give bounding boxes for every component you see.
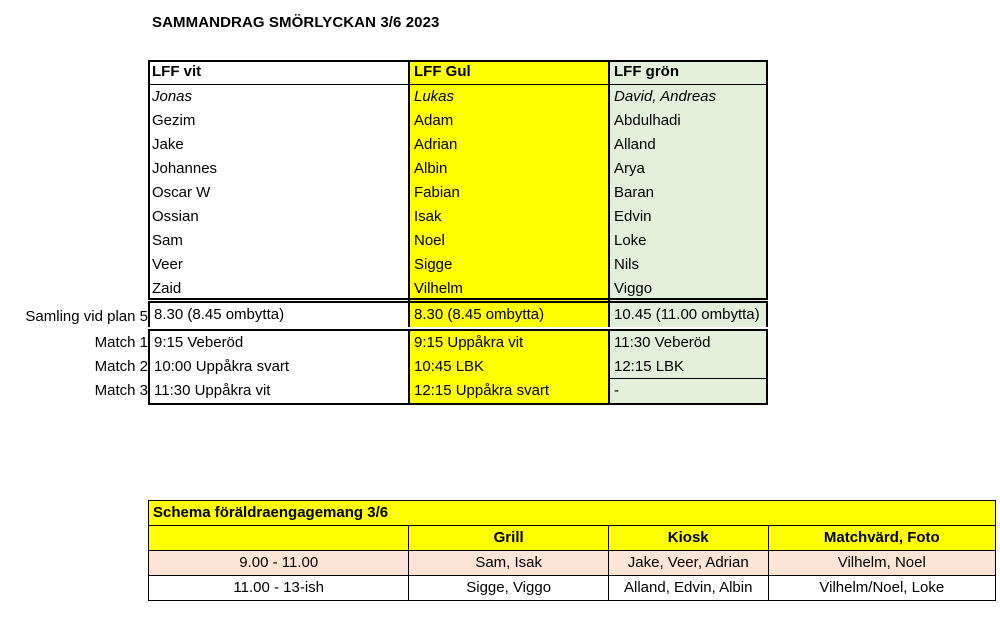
label-samling: Samling vid plan 5 — [25, 308, 148, 325]
label-match-2: Match 2 — [94, 358, 148, 375]
header-lff-vit: LFF vit — [148, 60, 408, 84]
schedule-grill: Sigge, Viggo — [408, 576, 608, 600]
schedule-row — [149, 551, 995, 576]
match3-gron: - — [608, 379, 768, 403]
label-match-3: Match 3 — [94, 382, 148, 399]
player-gron: Abdulhadi — [608, 109, 768, 133]
schedule-header-kiosk: Kiosk — [608, 526, 768, 550]
player-row — [148, 157, 768, 181]
match3-gul: 12:15 Uppåkra svart — [408, 379, 608, 403]
match-row-samling — [148, 301, 768, 329]
player-row — [148, 277, 768, 301]
schedule-grill: Sam, Isak — [408, 551, 608, 575]
player-gron: Loke — [608, 229, 768, 253]
teams-table — [148, 60, 768, 405]
player-vit: Oscar W — [148, 181, 408, 205]
match2-vit: 10:00 Uppåkra svart — [148, 355, 408, 379]
player-gron: Edvin — [608, 205, 768, 229]
player-vit: Johannes — [148, 157, 408, 181]
player-row — [148, 181, 768, 205]
match1-gul: 9:15 Uppåkra vit — [408, 331, 608, 355]
schedule-matchvard: Vilhelm, Noel — [768, 551, 995, 575]
player-gron: Nils — [608, 253, 768, 277]
samling-gul: 8.30 (8.45 ombytta) — [408, 303, 608, 327]
player-gul: Sigge — [408, 253, 608, 277]
coach-gron: David, Andreas — [608, 85, 768, 109]
player-gron: Baran — [608, 181, 768, 205]
match2-gul: 10:45 LBK — [408, 355, 608, 379]
player-gul: Albin — [408, 157, 608, 181]
player-vit: Sam — [148, 229, 408, 253]
player-gron: Arya — [608, 157, 768, 181]
player-row — [148, 205, 768, 229]
player-row — [148, 229, 768, 253]
player-vit: Jake — [148, 133, 408, 157]
player-vit: Zaid — [148, 277, 408, 301]
schedule-time: 9.00 - 11.00 — [239, 554, 319, 571]
match-row-1 — [148, 329, 768, 355]
player-row — [148, 253, 768, 277]
page-title: SAMMANDRAG SMÖRLYCKAN 3/6 2023 — [152, 14, 440, 31]
player-gul: Noel — [408, 229, 608, 253]
player-vit: Gezim — [148, 109, 408, 133]
match-row-3 — [148, 379, 768, 405]
header-lff-gron: LFF grön — [608, 60, 768, 84]
schedule-header-row — [149, 526, 995, 551]
coach-gul: Lukas — [408, 85, 608, 109]
player-row — [148, 109, 768, 133]
schedule-header-matchvard: Matchvärd, Foto — [768, 526, 995, 550]
schedule-title-row — [149, 501, 995, 526]
match1-gron: 11:30 Veberöd — [608, 331, 768, 355]
player-gron: Alland — [608, 133, 768, 157]
label-match-1: Match 1 — [94, 334, 148, 351]
team-header-row — [148, 60, 768, 85]
match3-vit: 11:30 Uppåkra vit — [148, 379, 408, 403]
match1-vit: 9:15 Veberöd — [148, 331, 408, 355]
player-vit: Ossian — [148, 205, 408, 229]
samling-vit: 8.30 (8.45 ombytta) — [148, 303, 408, 327]
schedule-table — [148, 500, 996, 601]
schedule-header-grill: Grill — [408, 526, 608, 550]
player-gul: Vilhelm — [408, 277, 608, 301]
coach-vit: Jonas — [148, 85, 408, 109]
coach-row — [148, 85, 768, 109]
schedule-kiosk: Jake, Veer, Adrian — [608, 551, 768, 575]
samling-gron: 10.45 (11.00 ombytta) — [608, 303, 768, 327]
player-gul: Adam — [408, 109, 608, 133]
player-vit: Veer — [148, 253, 408, 277]
match2-gron: 12:15 LBK — [608, 355, 768, 379]
schedule-header-time — [149, 526, 408, 550]
player-row — [148, 133, 768, 157]
schedule-kiosk: Alland, Edvin, Albin — [608, 576, 768, 600]
player-gul: Adrian — [408, 133, 608, 157]
player-gul: Fabian — [408, 181, 608, 205]
header-lff-gul: LFF Gul — [408, 60, 608, 84]
player-gron: Viggo — [608, 277, 768, 301]
player-gul: Isak — [408, 205, 608, 229]
schedule-title: Schema föräldraengagemang 3/6 — [153, 504, 389, 521]
match-row-2 — [148, 355, 768, 379]
schedule-matchvard: Vilhelm/Noel, Loke — [768, 576, 995, 600]
schedule-time: 11.00 - 13-ish — [233, 579, 324, 596]
schedule-row — [149, 576, 995, 600]
